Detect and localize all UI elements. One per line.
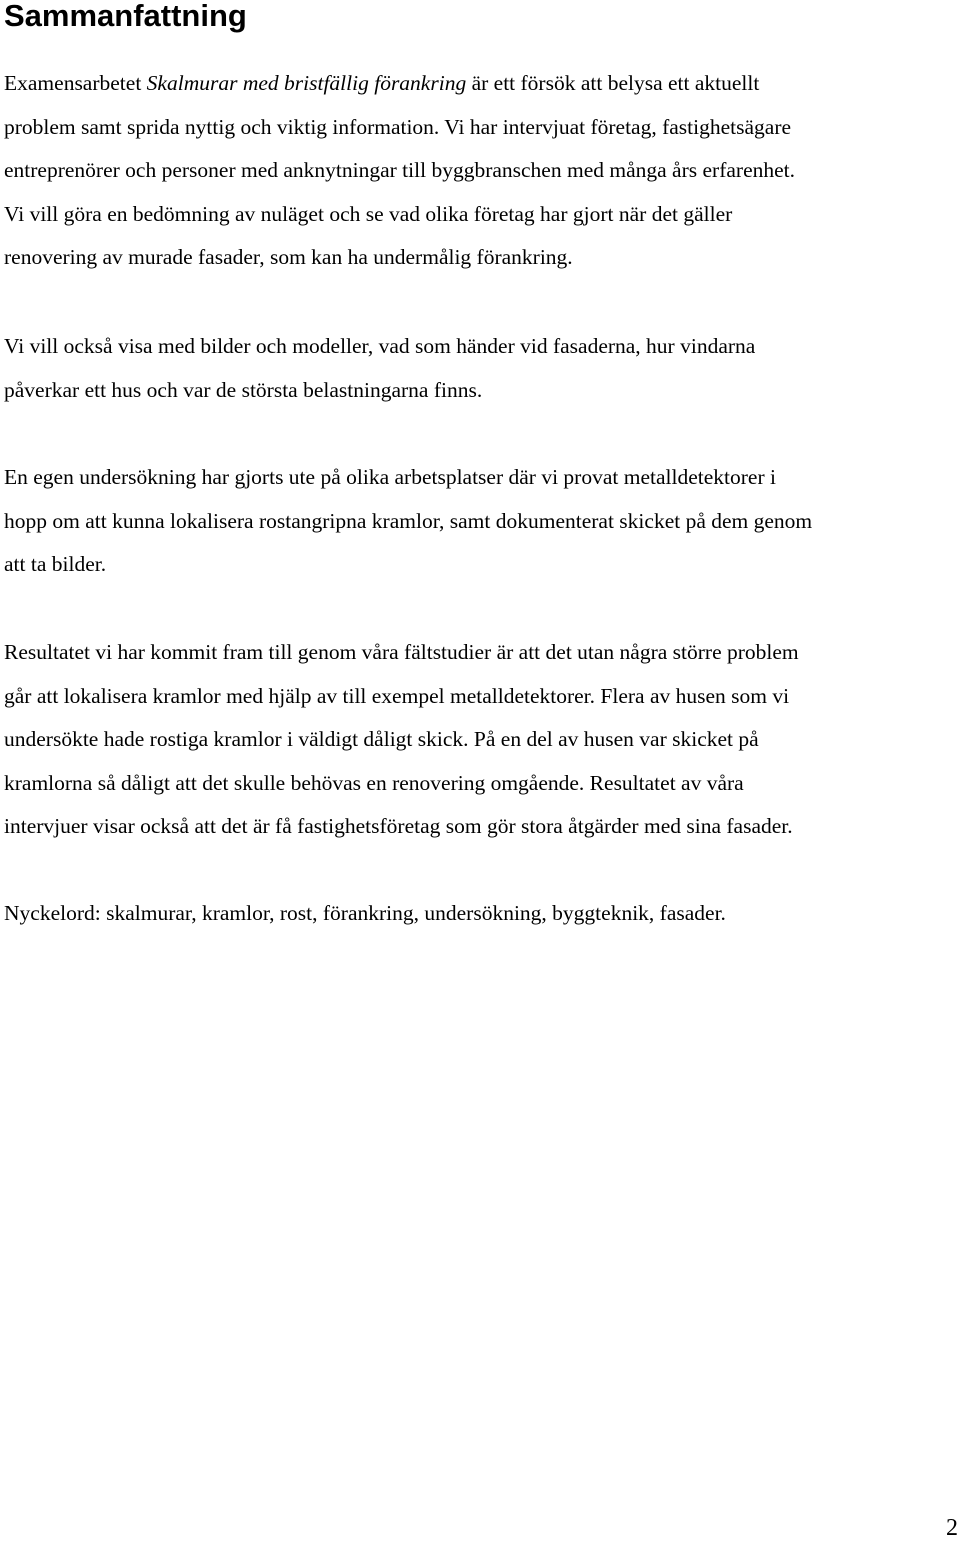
text-line: hopp om att kunna lokalisera rostangripna kramlor, samt dokumenterat skicket på dem genom xyxy=(4,508,813,533)
text-line: intervjuer visar också att det är få fastighetsföretag som gör stora åtgärder med sina fasader. xyxy=(4,814,793,839)
text-line: entreprenörer och personer med anknytningar till byggbranschen med många års erfarenhet. xyxy=(4,158,795,183)
text-line: problem samt sprida nyttig och viktig information. Vi har intervjuat företag, fastighetsägare xyxy=(4,114,792,139)
summary-paragraph-results xyxy=(4,631,960,849)
thesis-title: Skalmurar med bristfällig förankring xyxy=(146,71,467,95)
summary-paragraph-intro xyxy=(4,62,960,280)
text-line: Vi vill göra en bedömning av nuläget och se vad olika företag har gjort när det gäller xyxy=(4,201,733,226)
text-line: Resultatet vi har kommit fram till genom våra fältstudier är att det utan några större problem xyxy=(4,640,799,664)
text-line: kramlorna så dåligt att det skulle behövas en renovering omgående. Resultatet av våra xyxy=(4,770,744,795)
text-line: att ta bilder. xyxy=(4,552,107,577)
text-line: Examensarbetet Skalmurar med bristfällig förankring är ett försök att belysa ett aktuellt xyxy=(4,71,760,95)
summary-paragraph-models xyxy=(4,325,960,412)
text-line: renovering av murade fasader, som kan ha undermålig förankring. xyxy=(4,245,573,270)
text-line: Vi vill också visa med bilder och modeller, vad som händer vid fasaderna, hur vindarna xyxy=(4,334,756,358)
text-line: undersökte hade rostiga kramlor i väldigt dåligt skick. På en del av husen var skicket på xyxy=(4,727,759,752)
summary-paragraph-investigation xyxy=(4,456,960,587)
page-number: 2 xyxy=(946,1515,958,1541)
page-title: Sammanfattning xyxy=(4,0,247,33)
text-line: En egen undersökning har gjorts ute på olika arbetsplatser där vi provat metalldetektorer i xyxy=(4,465,776,489)
keywords-paragraph xyxy=(4,892,960,936)
text-line: går att lokalisera kramlor med hjälp av till exempel metalldetektorer. Flera av husen som vi xyxy=(4,683,790,708)
keywords-line: Nyckelord: skalmurar, kramlor, rost, förankring, undersökning, byggteknik, fasader. xyxy=(4,901,726,925)
text-line: påverkar ett hus och var de största belastningarna finns. xyxy=(4,377,483,402)
